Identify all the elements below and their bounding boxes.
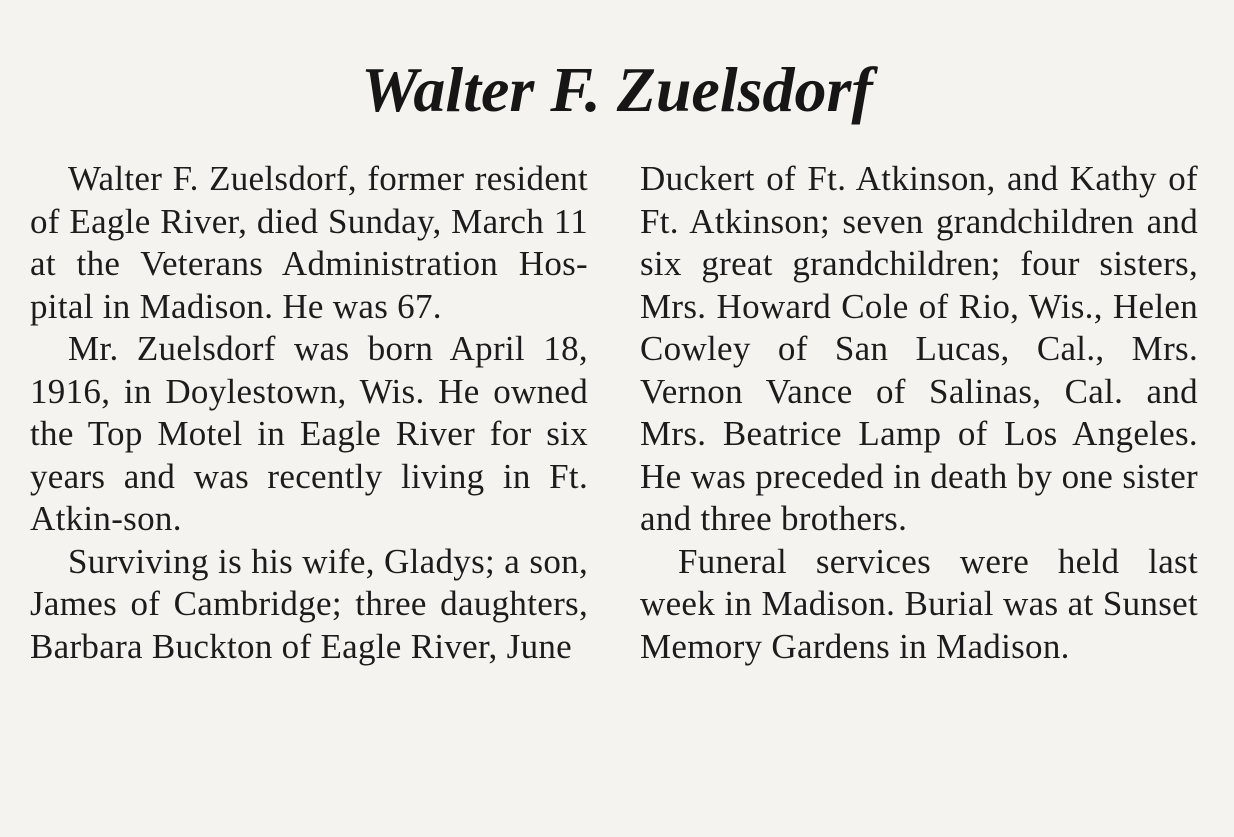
paragraph-survivors-continued: Duckert of Ft. Atkinson, and Kathy of Ft. Atkinson; seven grandchildren and six great grandchildren; four sisters, Mrs. Howard Cole of Rio, Wis., Helen Cowley of San Lucas, Cal., Mrs. Vernon Vance of Salinas, Cal. and Mrs. Beatrice Lamp of Los Angeles. He was preceded in death by one sister and three brothers. — [640, 159, 1198, 538]
paragraph-survivors: Surviving is his wife, Gladys; a son, James of Cambridge; three daughters, Barbara Buckton of Eagle River, June — [30, 541, 588, 666]
paragraph-funeral: Funeral services were held last week in Madison. Burial was at Sunset Memory Gardens in Madison. — [640, 541, 1198, 666]
paragraph-biography: Mr. Zuelsdorf was born April 18, 1916, in Doylestown, Wis. He owned the Top Motel in Eagle River for six years and was recently living in Ft. Atkin-son. — [30, 329, 588, 538]
headline: Walter F. Zuelsdorf — [361, 54, 873, 125]
left-column — [30, 158, 588, 668]
right-column — [640, 158, 1198, 668]
paragraph-death-notice: Walter F. Zuelsdorf, former resident of Eagle River, died Sunday, March 11 at the Veterans Administration Hos-pital in Madison. He was 67. — [30, 159, 588, 326]
